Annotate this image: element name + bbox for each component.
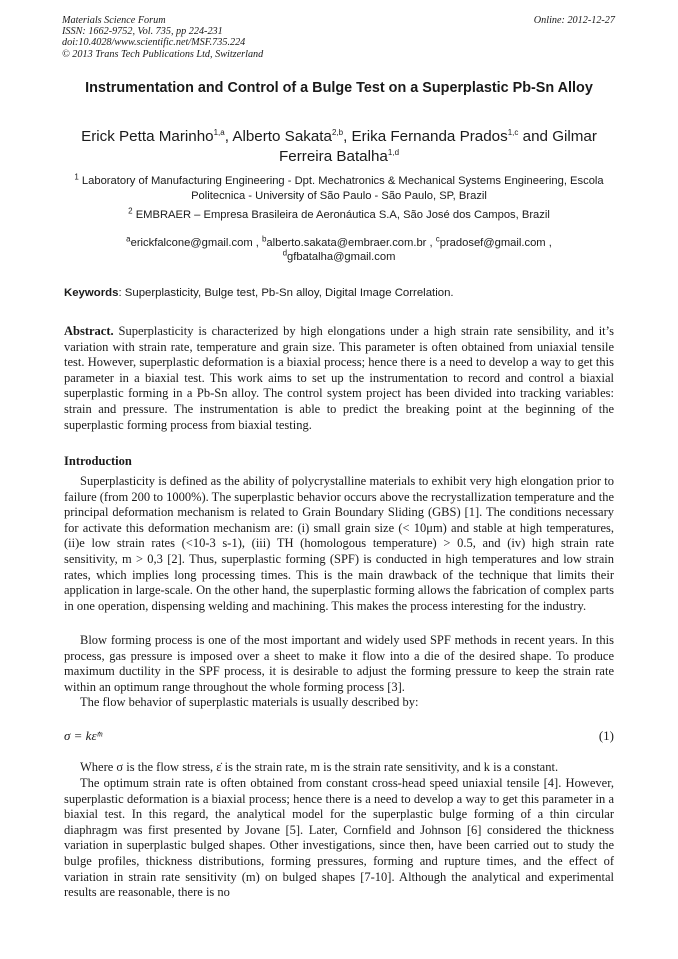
equation-formula: σ = kε̇ᵐ bbox=[64, 728, 102, 743]
email-separator: , bbox=[426, 237, 436, 249]
affiliation-mark: 2 bbox=[128, 206, 133, 216]
email-link[interactable]: alberto.sakata@embraer.com.br bbox=[266, 237, 427, 249]
copyright-line: © 2013 Trans Tech Publications Ltd, Switzerland bbox=[62, 48, 264, 60]
paper-title: Instrumentation and Control of a Bulge Test on a Superplastic Pb-Sn Alloy bbox=[85, 80, 593, 96]
author-name: Erika Fernanda Prados bbox=[351, 128, 508, 145]
abstract-text: Superplasticity is characterized by high elongations under a high strain rate sensibility, and it’s variation with strain rate, temperature and grain size. This parameter is often obtained from uniaxial tensile test. However, superplastic deformation is a biaxial process; hence there is a need to develop a way to get this parameter in a biaxial test. This work aims to set up the instrumentation to record and control a biaxial superplastic forming in a Pb-Sn alloy. The control system project has been divided into tracking variables: strain and pressure. The instrumentation is able to predict the breaking point at the beginning of the superplastic forming process from biaxial testing. bbox=[64, 324, 614, 432]
journal-name: Materials Science Forum bbox=[62, 15, 166, 26]
author-affiliation-mark: 1,a bbox=[213, 127, 225, 137]
author-list bbox=[62, 127, 616, 167]
email-separator: , bbox=[545, 237, 552, 249]
abstract bbox=[64, 324, 614, 433]
keywords-line bbox=[64, 287, 454, 299]
author-separator: , bbox=[224, 128, 233, 145]
email-link[interactable]: pradosef@gmail.com bbox=[439, 237, 546, 249]
affiliation-1 bbox=[62, 174, 616, 203]
online-date: Online: 2012-12-27 bbox=[533, 15, 615, 26]
intro-paragraph-5: The optimum strain rate is often obtained from constant cross-head speed uniaxial tensile [4]. However, superplastic deformation is a biaxial process; hence there is a need to develop a way to get this parameter in a biaxial test. In this regard, the analytical model for the superplastic bulge forming of a thin circular diaphragm was first presented by Jovane [5]. Later, Cornfield and Johnson [6] considered the thickness variation in superplastic bulged shapes. Other investigations, since then, have been carried out to study the bulge profiles, thickness distributions, forming pressures, forming and rupture times, and the effect of variation in strain rate sensitivity (m) on bulged shapes [7-10]. Although the analytical and experimental results are reasonable, there is no bbox=[64, 776, 614, 900]
affiliation-2 bbox=[62, 208, 616, 223]
equation-1 bbox=[64, 728, 614, 746]
keywords-text: : Superplasticity, Bulge test, Pb-Sn alloy, Digital Image Correlation. bbox=[118, 287, 454, 299]
author-affiliation-mark: 1,d bbox=[387, 147, 400, 157]
author-name: Gilmar Ferreira Batalha bbox=[278, 128, 597, 165]
email-mark: a bbox=[126, 234, 131, 244]
intro-paragraph-3: The flow behavior of superplastic materials is usually described by: bbox=[80, 695, 419, 709]
section-heading-introduction: Introduction bbox=[64, 454, 132, 468]
email-mark: b bbox=[261, 234, 267, 244]
author-name: Alberto Sakata bbox=[232, 128, 332, 145]
email-mark: c bbox=[435, 234, 440, 244]
author-affiliation-mark: 2,b bbox=[331, 127, 344, 137]
doi-line[interactable]: doi:10.4028/www.scientific.net/MSF.735.224 bbox=[62, 37, 246, 49]
keywords-label: Keywords bbox=[64, 287, 119, 299]
affiliation-text: EMBRAER – Empresa Brasileira de Aeronáutica S.A, São José dos Campos, Brazil bbox=[135, 209, 550, 221]
email-link[interactable]: erickfalcone@gmail.com bbox=[130, 237, 253, 249]
author-name: Erick Petta Marinho bbox=[81, 128, 214, 145]
author-separator: and bbox=[518, 128, 553, 145]
issn-line: ISSN: 1662-9752, Vol. 735, pp 224-231 bbox=[62, 26, 223, 38]
affiliation-mark: 1 bbox=[74, 172, 79, 182]
intro-paragraph-1: Superplasticity is defined as the ability of polycrystalline materials to exhibit very high elongation prior to failure (from 200 to 1000%). The superplastic behavior occurs above the recrystallization temperature and the principal deformation mechanism is related to Grain Boundary Sliding (GBS) [1]. The conditions necessary for activate this deformation mechanism are: (i) small grain size (< 10μm) and stable at high temperatures, (ii)e low strain rates (<10-3 s-1), (iii) TH (homologous temperature) > 0.5, and (iv) high strain rate sensitivity, m > 0,3 [2]. Thus, superplastic forming (SPF) is conducted in high temperatures and low strain rates, which implies long processing times. This is the main drawback of the technique that limits their application in large-scale. On the other hand, the superplastic forming allows the fabrication of complex parts in one operation, dispensing welding and machining. This makes the process interesting for the industry. bbox=[64, 474, 614, 613]
intro-paragraph-4: Where σ is the flow stress, ε̇ is the strain rate, m is the strain rate sensitivity, and k is a constant. bbox=[80, 760, 559, 774]
email-separator: , bbox=[252, 237, 262, 249]
email-list bbox=[62, 234, 616, 264]
email-link[interactable]: gfbatalha@gmail.com bbox=[287, 250, 396, 263]
intro-paragraph-2: Blow forming process is one of the most important and widely used SPF methods in recent years. In this process, gas pressure is imposed over a sheet to make it flow into a die of the desired shape. To produce maximum ductility in the SPF process, it is desirable to adjust the forming pressure to keep the strain rate within an optimum range throughout the whole forming process [3]. bbox=[64, 633, 614, 694]
equation-number: (1) bbox=[598, 728, 614, 743]
author-affiliation-mark: 1,c bbox=[507, 127, 519, 137]
email-mark: d bbox=[282, 247, 288, 257]
journal-header bbox=[62, 15, 263, 60]
author-separator: , bbox=[343, 128, 352, 145]
abstract-label: Abstract. bbox=[64, 324, 114, 338]
affiliation-text: Laboratory of Manufacturing Engineering - Dpt. Mechatronics & Mechanical Systems Engineering, Escola Politecnica - University of São Paulo - São Paulo, SP, Brazil bbox=[81, 175, 604, 202]
